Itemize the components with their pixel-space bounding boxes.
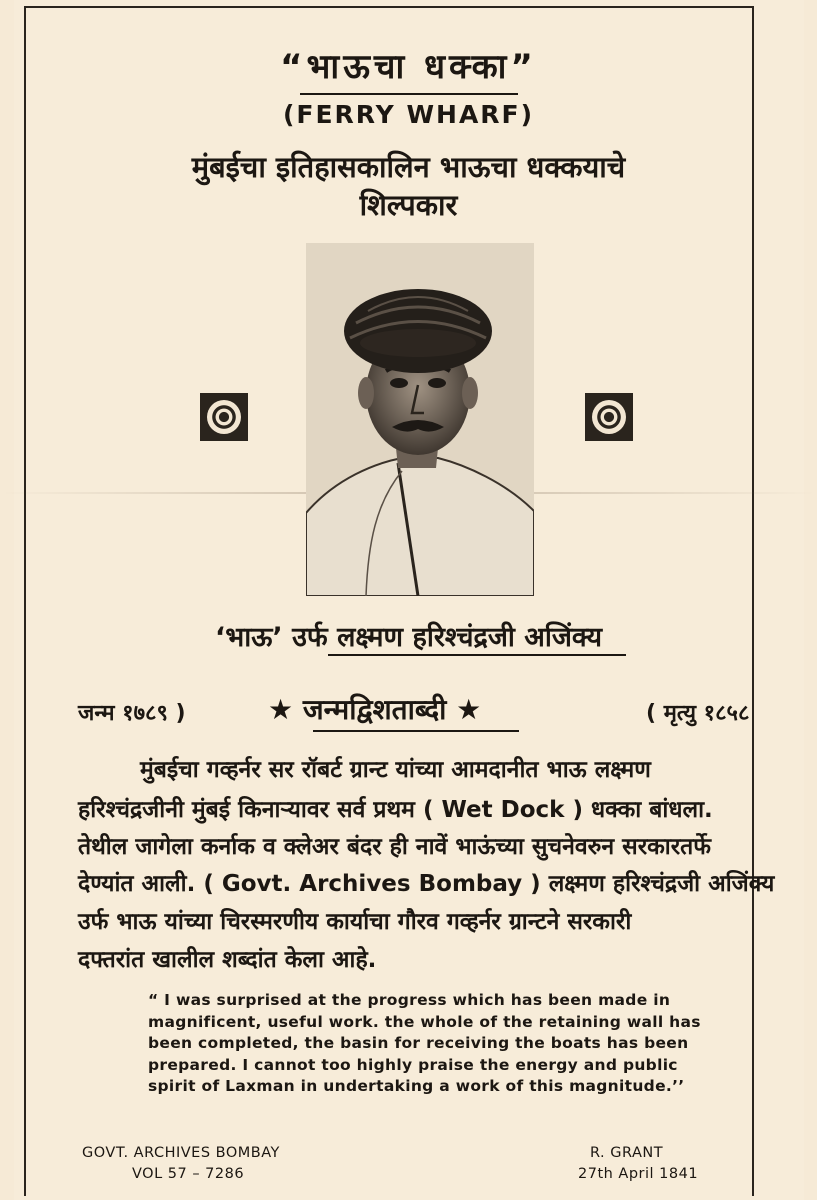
archive-reference [82,1143,280,1185]
paragraph-line: दफ्तरांत खालील शब्दांत केला आहे. [78,947,377,973]
paragraph-line: तेथील जागेला कर्नाक व क्लेअर बंदर ही नावें भाऊंच्या सुचनेवरुन सरकारतर्फे [78,834,711,860]
archive-volume: VOL 57 – 7286 [132,1166,245,1182]
paragraph-line: मुंबईचा गव्हर्नर सर रॉबर्ट ग्रान्ट यांच्या आमदानीत भाऊ लक्ष्मण [140,757,651,783]
paragraph-line: हरिश्चंद्रजीनी मुंबई किनाऱ्यावर सर्व प्रथम ( Wet Dock ) धक्का बांधला. [78,797,713,823]
archive-source: GOVT. ARCHIVES BOMBAY [82,1145,280,1161]
portrait-photo [306,243,534,596]
death-year: ( मृत्यु १८५८ [646,701,750,726]
ornament-right-icon [585,393,633,441]
signatory-name: R. GRANT [590,1145,664,1161]
grant-quote: “ I was surprised at the progress which has been made in magnificent, useful work. the whole of the retaining wall has been completed, the basin for receiving the boats has been prepared. I cannot too highly praise the energy and public spirit of Laxman in undertaking a work of this magnitude.’’ [148,991,701,1095]
ornament-left-icon [200,393,248,441]
bicentenary-heading: ★ जन्मद्विशताब्दी ★ [268,693,482,726]
signature-date: 27th April 1841 [578,1166,699,1182]
portrait-illustration [306,243,534,596]
paragraph-line: उर्फ भाऊ यांच्या चिरस्मरणीय कार्याचा गौरव गव्हर्नर ग्रान्टने सरकारी [78,909,632,935]
title-underline [300,93,518,95]
title-marathi: “भाऊचा धक्का” [280,47,537,87]
title-english: (FERRY WHARF) [282,100,535,129]
bicentenary-underline [313,730,519,732]
name-underline [328,654,626,656]
birth-year: जन्म १७८९ ) [78,701,186,726]
subtitle-line-2: शिल्पकार [359,188,458,222]
person-name: ‘भाऊ’ उर्फ लक्ष्मण हरिश्चंद्रजी अजिंक्य [215,622,602,653]
paragraph-line: देण्यांत आली. ( Govt. Archives Bombay ) लक्ष्मण हरिश्चंद्रजी अजिंक्य [78,871,775,897]
signature-block [578,1143,699,1185]
subtitle-line-1: मुंबईचा इतिहासकालिन भाऊचा धक्कयाचे [191,150,626,184]
